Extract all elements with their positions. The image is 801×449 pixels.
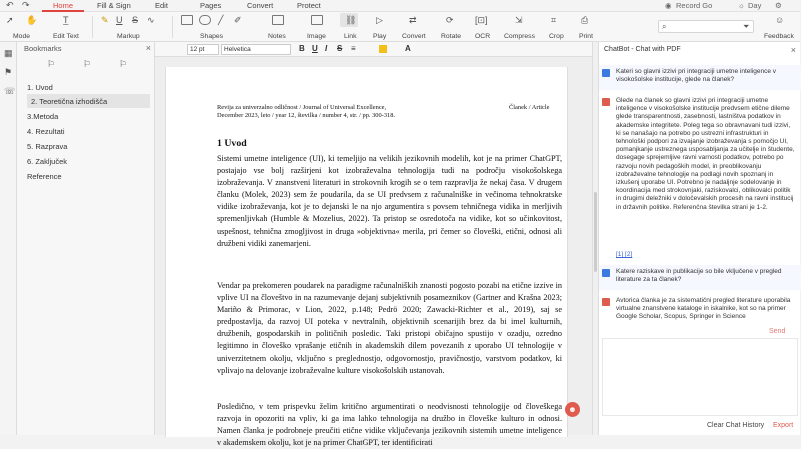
user-avatar <box>602 69 610 77</box>
notes-label: Notes <box>268 33 286 40</box>
link-button[interactable] <box>340 12 362 42</box>
compress-button[interactable] <box>503 12 537 42</box>
export-button[interactable]: Export <box>773 422 794 429</box>
mode-group[interactable] <box>0 12 45 42</box>
underline-icon[interactable]: U <box>116 15 123 25</box>
mode-label: Mode <box>13 33 31 40</box>
italic-button[interactable]: I <box>325 44 328 53</box>
chat-title: ChatBot - Chat with PDF <box>604 46 681 53</box>
ocr-label: OCR <box>475 33 491 40</box>
crop-button[interactable] <box>546 12 568 42</box>
bookmarks-title: Bookmarks <box>24 44 62 53</box>
link-icon: ⛓ <box>345 15 357 25</box>
font-size-select[interactable]: 12 pt <box>187 44 219 55</box>
convert-label: Convert <box>402 33 426 40</box>
chat-footer <box>599 418 801 435</box>
chat-message-bot <box>599 294 801 324</box>
message-text: Katere raziskave in publikacije so bile vključene v pregled literature za ta članek? <box>616 268 782 284</box>
strikethrough-button[interactable]: S <box>337 44 343 53</box>
bold-button[interactable]: B <box>299 44 305 53</box>
squiggly-icon[interactable]: ∿ <box>147 15 155 25</box>
user-avatar <box>602 269 610 277</box>
print-label: Print <box>579 33 593 40</box>
play-label: Play <box>373 33 387 40</box>
theme-button[interactable]: Day <box>748 1 762 10</box>
close-icon[interactable]: × <box>790 45 796 55</box>
rotate-icon: ⟳ <box>446 15 454 25</box>
bot-avatar <box>602 98 610 106</box>
crop-label: Crop <box>549 33 564 40</box>
ellipse-icon[interactable] <box>199 15 211 25</box>
close-icon[interactable]: × <box>145 43 151 53</box>
tab-home[interactable]: Home <box>53 1 74 10</box>
hand-icon[interactable]: ✋ <box>26 15 38 25</box>
pdf-page[interactable] <box>165 67 568 448</box>
tab-protect[interactable]: Protect <box>297 1 321 10</box>
ocr-icon: [⊡] <box>475 15 488 25</box>
menu-bar <box>0 0 800 12</box>
text-format-bar <box>155 42 592 57</box>
printer-icon: ⎙ <box>581 15 589 25</box>
highlighter-icon[interactable]: ✎ <box>101 15 109 25</box>
convert-button[interactable] <box>400 12 432 42</box>
print-button[interactable] <box>575 12 599 42</box>
feedback-icon: ☺ <box>775 15 785 25</box>
bookmark-item[interactable]: 6. Zaključek <box>27 157 68 166</box>
tab-convert[interactable]: Convert <box>247 1 274 10</box>
chat-message-bot <box>599 94 801 263</box>
crop-icon: ⌗ <box>551 15 557 25</box>
filter-icon[interactable]: ⏷ <box>743 22 750 31</box>
bookmark-item[interactable]: 4. Rezultati <box>27 127 65 136</box>
compress-label: Compress <box>504 33 535 40</box>
shapes-group[interactable] <box>178 12 258 42</box>
search-input[interactable] <box>658 20 754 33</box>
edit-text-label: Edit Text <box>53 33 79 40</box>
bookmark-edit-icon[interactable]: ⚐ <box>119 59 128 69</box>
text-color-swatch[interactable] <box>379 45 387 53</box>
article-type: Članek / Article <box>509 104 550 111</box>
header-line-2: December 2023, leto / year 12, številka / number 4, str. / pp. 300-318. <box>217 112 396 119</box>
message-text: Kateri so glavni izzivi pri integraciji umetne inteligence v visokošolske institucije, glede na članek? <box>616 68 777 84</box>
rotate-button[interactable] <box>438 12 468 42</box>
bookmark-item[interactable]: 1. Uvod <box>27 83 53 92</box>
tab-fill-sign[interactable]: Fill & Sign <box>97 1 131 10</box>
tab-pages[interactable]: Pages <box>200 1 222 10</box>
document-viewport[interactable] <box>155 57 592 448</box>
bookmark-item-selected[interactable]: 2. Teoretična izhodišča <box>31 97 108 106</box>
bookmark-item[interactable]: 5. Razprava <box>27 142 68 151</box>
bookmark-item[interactable]: 3.Metoda <box>27 112 59 121</box>
text-cursor-icon: T̲ <box>63 15 69 25</box>
strikethrough-icon[interactable]: S <box>132 15 139 25</box>
chat-message-user <box>599 65 801 90</box>
line-icon[interactable]: ╱ <box>218 15 224 25</box>
feedback-button[interactable] <box>760 12 800 42</box>
record-icon[interactable]: ◉ <box>665 1 672 10</box>
redo-icon[interactable]: ↷ <box>22 0 30 10</box>
play-icon: ▷ <box>376 15 383 25</box>
link-label: Link <box>344 33 357 40</box>
message-text: Avtorica članka je za sistematični pregled literature uporabila virtualne znanstvene kataloge in iskalnike, kot so na primer Google Scholar, Scopus, Springer in Science <box>616 297 791 321</box>
sun-icon[interactable]: ☼ <box>738 1 745 10</box>
chat-input[interactable] <box>602 338 798 416</box>
image-label: Image <box>307 33 326 40</box>
section-heading: 1 Uvod <box>217 138 247 149</box>
tab-edit[interactable]: Edit <box>155 1 168 10</box>
paragraph: Posledično, v tem prispevku želim kritično argumentirati o neodvisnosti tehnologije od človeškega razvoja in opozoriti na vpliv, ki ga ima lahko tehnologija na družbo in človeške kulturo in odnosi. Namen članka je podrobneje preučiti etične vidike vključevanja jezikovnih sistemih umetne inteligence v akademskem okolju, kot je na primer ChatGPT, ter identificirati <box>217 402 562 448</box>
play-button[interactable] <box>370 12 392 42</box>
highlight-button[interactable]: A <box>405 44 411 53</box>
left-icon-rail <box>0 42 17 435</box>
bookmarks-panel <box>17 42 155 435</box>
comments-icon[interactable]: ☏ <box>4 86 16 96</box>
bookmark-outline-icon[interactable]: ⚐ <box>83 59 92 69</box>
ai-assistant-icon[interactable]: ☻ <box>565 402 580 417</box>
compress-icon: ⇲ <box>515 15 523 25</box>
bot-avatar <box>602 298 610 306</box>
markup-label: Markup <box>117 33 140 40</box>
chat-message-user <box>599 265 801 290</box>
paragraph: Vendar pa prekomeren poudarek na paradigme računalniških znanosti pogosto pozabi na etične izzive in vplive UI na človeštvo in na razumevanje dejanj subjektivnih posameznikov (Gartner and Krašna 2023; Mariño & Primorac, v Lion, 2022, p.148; Pedrö 2020; Zawacki-Richter et al., 2019), saj se predpostavlja, da razvoj UI poteka v nevtralnih, objektivnih scenarijih brez da bi imel kulturnih, družbenih, gospodarskih in političnih posledic. Taki pristopi običajno spustijo v ozadju, ozredno legitimno in človeško vprašanje etičnih in akademskih dilem povezanih z uporabo UI tehnologije v univerzitetnem okolju, vključno s preglednostjo, odgovornostjo, pravičnostjo, varstvom podatkov, ki vplivajo na delovanje izobraževalne kulture visokošolskih ustanovah. <box>217 281 562 375</box>
thumbnails-icon[interactable]: ▦ <box>4 48 13 58</box>
send-button[interactable]: Send <box>769 328 786 335</box>
rotate-label: Rotate <box>441 33 462 40</box>
paragraph: Sistemi umetne inteligence (UI), ki temeljijo na velikih jezikovnih modelih, kot je na primer ChatGPT, postajajo vse bolj razširjeni kot izobraževalna tehnologija tudi na področju visokošolskega izobraževanja. V znanstveni literaturi in strokovnih krogih se o tem razpravlja že nekaj časa. V drugem članku (Molek, 2023) sem že poudarila, da se UI predvsem z računalniške in večinoma tehnokratske vidike izobraževanja, kot je to dejanski le na njo argumentira s povsem tehničnega vidika in merljivih spremenljivkah (Humble & Mozelius, 2022). Ta pristop se osredotoča na vidike, kot so učinkovitost, uspešnost, tehnična zmogljivost in druga »objektivna« merila, pri čemer so človeški, etični, odnosi ali družbeni vidiki zanemarjeni. <box>217 154 562 248</box>
bookmark-tools <box>17 55 155 75</box>
notes-button[interactable] <box>265 12 291 42</box>
underline-button[interactable]: U <box>312 44 318 53</box>
shapes-label: Shapes <box>200 33 224 40</box>
edit-text-button[interactable] <box>50 12 88 42</box>
image-icon <box>311 15 323 25</box>
record-go-button[interactable]: Record Go <box>676 1 713 10</box>
feedback-label: Feedback <box>764 33 794 40</box>
rectangle-icon[interactable] <box>181 15 193 25</box>
pencil-icon[interactable]: ✐ <box>234 15 242 25</box>
font-family-select[interactable]: Helvetica <box>221 44 291 55</box>
clear-chat-button[interactable]: Clear Chat History <box>707 422 765 429</box>
chatbot-panel <box>598 42 800 435</box>
ocr-button[interactable] <box>472 12 496 42</box>
header-line-1: Revija za univerzalno odličnost / Journal of Universal Excellence, <box>217 104 387 111</box>
bookmark-item[interactable]: Reference <box>27 172 62 181</box>
reference-links[interactable]: [1] [2] <box>616 251 633 258</box>
scrollbar-thumb[interactable] <box>594 192 597 272</box>
image-button[interactable] <box>305 12 331 42</box>
convert-icon: ⇄ <box>409 15 417 25</box>
toolbar-divider <box>172 16 173 38</box>
settings-icon[interactable]: ⚙ <box>775 1 782 10</box>
cursor-icon[interactable]: ➚ <box>6 15 14 25</box>
message-text: Glede na članek so glavni izzivi pri integraciji umetne inteligence v visokošolske institucije predvsem etične dileme glede transparentnosti, zasebnosti, lastništva podatkov in akademske integritete. Poleg tega so obravnavani tudi izzivi, ki se nanašajo na potrebo po ustrezni infrastrukturi in tehnološki podpori za izvajanje izobraževanja s pomočjo UI, pomanjkanje ustreznega usposabljanja za učitelje in študente, dosegage sprejemljive ravni varnosti podatkov, potrebo po razvoju novih pedagoških model, in preoblikovanju izobraževalne tehnologije na podlagi novih spoznanj in izkušenj uporabe UI. Potrebno je nadaljnje sodelovanje in koordinacija med strokovnjaki, raziskovalci, oblikovalci politik in drugimi deležniki v določevalskih procesih na ravni institucij in državnih politike. Referenčna številka strani je 1-2. <box>616 97 795 211</box>
markup-group[interactable] <box>98 12 168 42</box>
toolbar-divider <box>92 16 93 38</box>
add-bookmark-icon[interactable]: ⚐ <box>47 59 56 69</box>
search-icon: ⌕ <box>662 22 667 31</box>
bookmark-icon[interactable]: ⚑ <box>4 67 13 77</box>
note-icon <box>272 15 284 25</box>
undo-icon[interactable]: ↶ <box>6 0 14 10</box>
align-button[interactable]: ≡ <box>351 44 356 53</box>
